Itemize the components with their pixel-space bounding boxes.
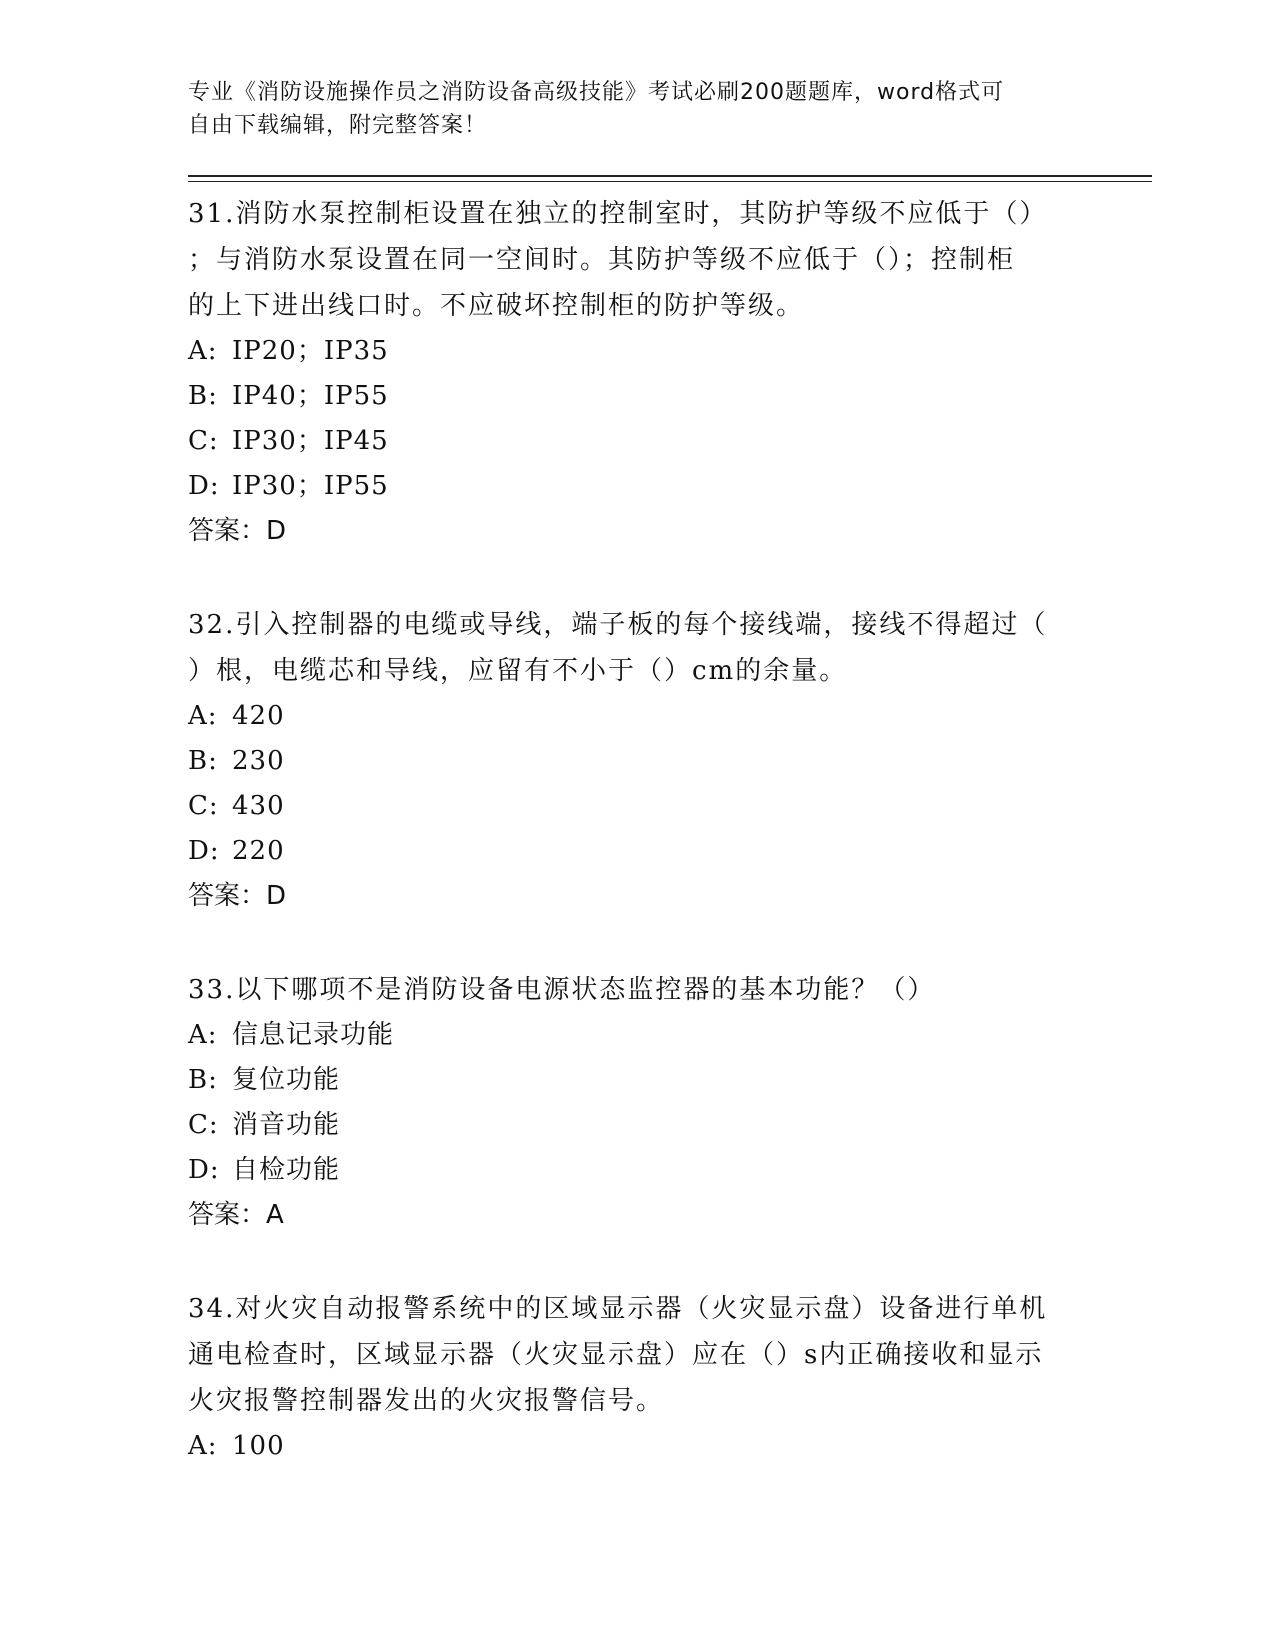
option-text: 430	[232, 791, 285, 821]
option-a	[188, 1424, 1088, 1469]
option-letter: C:	[188, 426, 219, 456]
option-d	[188, 829, 1088, 874]
question-stem: 34.对火灾自动报警系统中的区域显示器（火灾显示盘）设备进行单机 通电检查时，区域显示器（火灾显示盘）应在（）s内正确接收和显示 火灾报警控制器发出的火灾报警信号。	[188, 1294, 1048, 1416]
option-a	[188, 694, 1088, 739]
option-letter: A:	[188, 336, 218, 366]
answer: 答案：D	[188, 516, 287, 546]
answer: 答案：A	[188, 1200, 284, 1230]
option-c	[188, 1103, 1088, 1148]
option-d	[188, 1148, 1088, 1193]
option-text: 420	[232, 701, 285, 731]
option-text: 220	[232, 836, 285, 866]
option-b	[188, 1058, 1088, 1103]
option-b	[188, 739, 1088, 784]
option-letter: C:	[188, 1110, 219, 1140]
option-text: 复位功能	[232, 1065, 341, 1095]
option-a	[188, 329, 1088, 374]
option-letter: B:	[188, 746, 218, 776]
option-d	[188, 464, 1088, 509]
question-list	[188, 191, 1088, 1517]
question-31	[188, 191, 1088, 554]
option-letter: D:	[188, 1155, 220, 1185]
option-text: IP20；IP35	[232, 336, 389, 366]
option-letter: A:	[188, 1020, 218, 1050]
option-c	[188, 784, 1088, 829]
option-text: IP30；IP55	[232, 471, 389, 501]
header-divider-thin	[188, 181, 1152, 182]
option-letter: B:	[188, 381, 218, 411]
option-b	[188, 374, 1088, 419]
option-letter: C:	[188, 791, 219, 821]
question-34	[188, 1286, 1088, 1469]
option-letter: A:	[188, 701, 218, 731]
option-letter: D:	[188, 471, 220, 501]
option-text: IP40；IP55	[232, 381, 389, 411]
header-line-1: 专业《消防设施操作员之消防设备高级技能》考试必刷200题题库，word格式可	[188, 80, 1005, 105]
question-stem: 33.以下哪项不是消防设备电源状态监控器的基本功能？（）	[188, 975, 936, 1005]
answer: 答案：D	[188, 881, 287, 911]
question-stem: 31.消防水泵控制柜设置在独立的控制室时，其防护等级不应低于（） ；与消防水泵设置在同一空间时。其防护等级不应低于（）；控制柜 的上下进出线口时。不应破坏控制柜的防护等级。	[188, 199, 1048, 321]
option-text: 信息记录功能	[232, 1020, 395, 1050]
option-c	[188, 419, 1088, 464]
option-letter: D:	[188, 836, 220, 866]
document-header	[188, 76, 1068, 142]
option-text: 自检功能	[232, 1155, 341, 1185]
option-text: 230	[232, 746, 285, 776]
question-32	[188, 602, 1088, 919]
header-divider-thick	[188, 175, 1152, 177]
header-line-2: 自由下载编辑，附完整答案！	[188, 113, 488, 138]
option-text: 消音功能	[232, 1110, 341, 1140]
question-stem: 32.引入控制器的电缆或导线，端子板的每个接线端，接线不得超过（ ）根，电缆芯和导线，应留有不小于（）cm的余量。	[188, 610, 1048, 686]
option-a	[188, 1013, 1088, 1058]
option-letter: A:	[188, 1431, 218, 1461]
option-text: 100	[232, 1431, 285, 1461]
option-letter: B:	[188, 1065, 218, 1095]
question-33	[188, 967, 1088, 1238]
option-text: IP30；IP45	[232, 426, 389, 456]
